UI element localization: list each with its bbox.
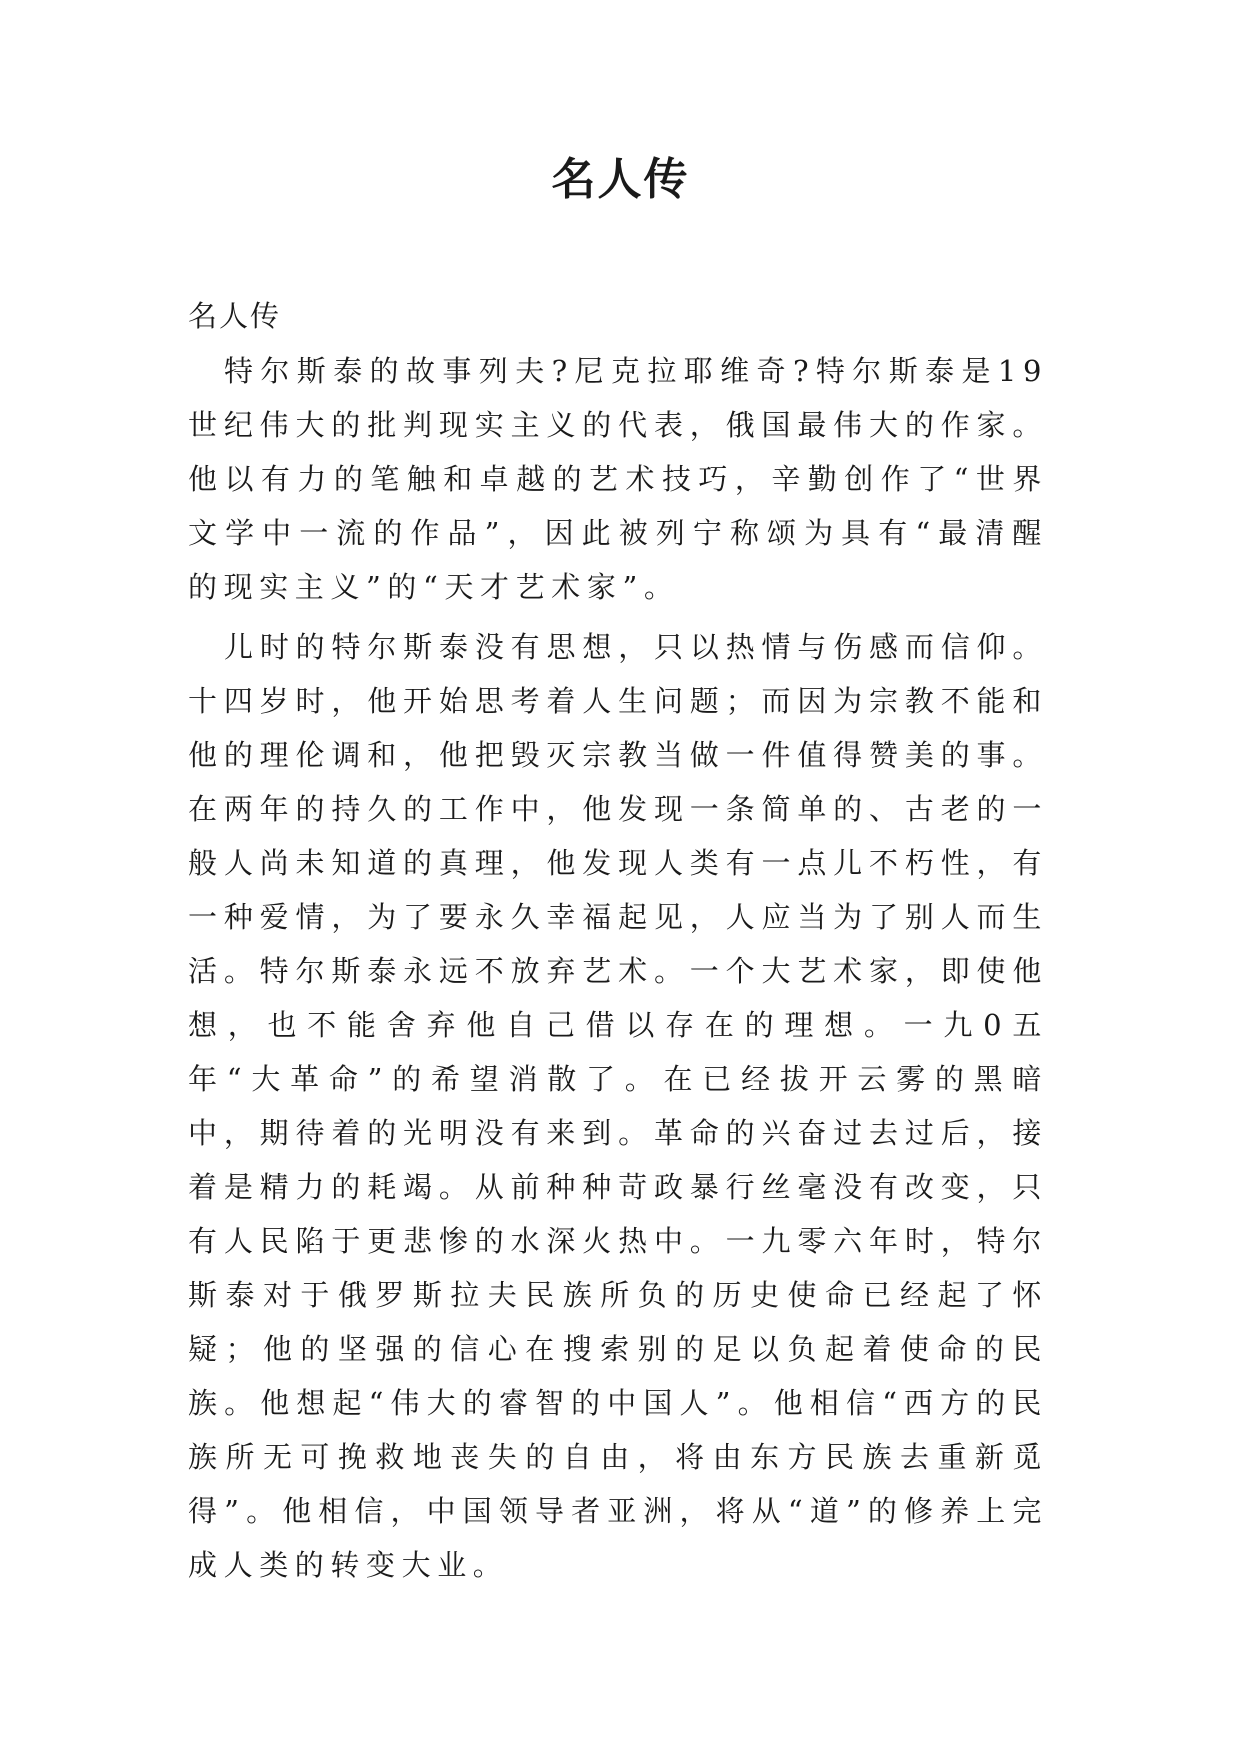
document-subtitle: 名人传 xyxy=(188,299,282,333)
paragraph-2: 儿时的特尔斯泰没有思想，只以热情与伤感而信仰。十四岁时，他开始思考着人生问题；而因为宗教不能和他的理伦调和，他把毁灭宗教当做一件值得赞美的事。在两年的持久的工作中，他发现一条简单的、古老的一般人尚未知道的真理，他发现人类有一点儿不朽性，有一种爱情，为了要永久幸福起见，人应当为了别人而生活。特尔斯泰永远不放弃艺术。一个大艺术家，即使他想，也不能舍弃他自己借以存在的理想。一九0五年“大革命”的希望消散了。在已经拔开云雾的黑暗中，期待着的光明没有来到。革命的兴奋过去过后，接着是精力的耗竭。从前种种苛政暴行丝毫没有改变，只有人民陷于更悲惨的水深火热中。一九零六年时，特尔斯泰对于俄罗斯拉夫民族所负的历史使命已经起了怀疑；他的坚强的信心在搜索别的足以负起着使命的民族。他想起“伟大的睿智的中国人”。他相信“西方的民族所无可挽救地丧失的自由，将由东方民族去重新觅得”。他相信，中国领导者亚洲，将从“道”的修养上完成人类的转变大业。 xyxy=(188,630,1048,1582)
document-title: 名人传 xyxy=(551,154,690,205)
paragraph-1: 特尔斯泰的故事列夫?尼克拉耶维奇?特尔斯泰是19世纪伟大的批判现实主义的代表，俄国最伟大的作家。他以有力的笔触和卓越的艺术技巧，辛勤创作了“世界文学中一流的作品”，因此被列宁称颂为具有“最清醒的现实主义”的“天才艺术家”。 xyxy=(188,354,1048,604)
document-body xyxy=(188,288,1048,1592)
